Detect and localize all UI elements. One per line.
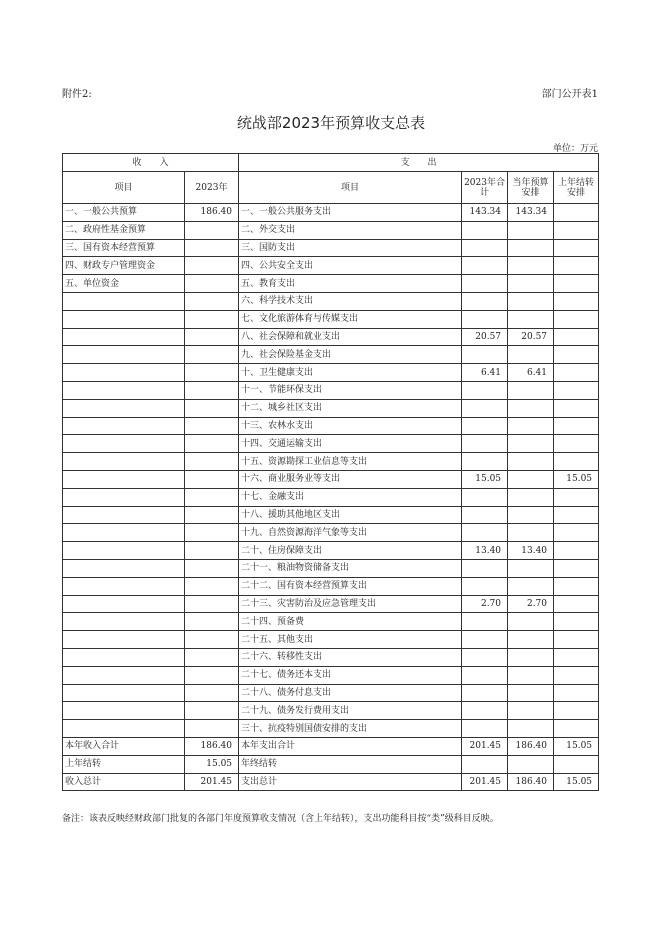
income-item-cell: 四、财政专户管理资金 (63, 257, 185, 275)
income-item-cell (63, 488, 185, 506)
expense-carry-cell (554, 239, 599, 257)
expense-current-cell: 20.57 (508, 328, 554, 346)
table-row (63, 470, 599, 488)
expense-carry-cell (554, 666, 599, 684)
income-item-cell (63, 328, 185, 346)
income-item-cell (63, 666, 185, 684)
income-2023-cell (185, 310, 239, 328)
income-2023-cell (185, 488, 239, 506)
expense-item-cell: 十四、交通运输支出 (239, 435, 462, 453)
expense-carry-cell: 15.05 (554, 737, 599, 755)
expense-carry-cell (554, 399, 599, 417)
table-row (63, 773, 599, 791)
income-2023-cell (185, 381, 239, 399)
expense-current-cell (508, 666, 554, 684)
expense-current-cell (508, 275, 554, 293)
page-title: 统战部2023年预算收支总表 (236, 114, 426, 132)
expense-carry-cell (554, 417, 599, 435)
income-item-cell: 本年收入合计 (63, 737, 185, 755)
income-2023-cell (185, 720, 239, 738)
expense-carry-cell (554, 257, 599, 275)
expense-item-cell: 本年支出合计 (239, 737, 462, 755)
income-2023-cell: 201.45 (185, 773, 239, 791)
expense-current-cell (508, 702, 554, 720)
income-2023-cell (185, 346, 239, 364)
income-item-cell (63, 524, 185, 542)
income-item-cell (63, 381, 185, 399)
table-row (63, 595, 599, 613)
expense-total-cell: 13.40 (462, 542, 508, 560)
table-row (63, 542, 599, 560)
expense-item-cell: 十八、援助其他地区支出 (239, 506, 462, 524)
income-2023-cell (185, 292, 239, 310)
expense-total-cell (462, 577, 508, 595)
table-row (63, 417, 599, 435)
expense-carry-cell (554, 204, 599, 222)
table-row (63, 720, 599, 738)
expense-current-cell (508, 720, 554, 738)
expense-item-cell: 十一、节能环保支出 (239, 381, 462, 399)
expense-item-cell: 支出总计 (239, 773, 462, 791)
income-item-cell (63, 417, 185, 435)
table-row (63, 453, 599, 471)
expense-current-cell: 186.40 (508, 773, 554, 791)
income-2023-cell (185, 648, 239, 666)
footnote: 备注：该表反映经财政部门批复的各部门年度预算收支情况（含上年结转），支出功能科目按“类”级科目反映。 (62, 814, 499, 824)
income-item-cell: 三、国有资本经营预算 (63, 239, 185, 257)
expense-item-cell: 四、公共安全支出 (239, 257, 462, 275)
table-row (63, 524, 599, 542)
expense-carry-cell (554, 435, 599, 453)
expense-current-cell (508, 292, 554, 310)
expense-current-cell (508, 613, 554, 631)
expense-current-cell: 2.70 (508, 595, 554, 613)
income-item-cell (63, 453, 185, 471)
expense-current-cell (508, 631, 554, 649)
income-item-cell (63, 310, 185, 328)
table-row (63, 239, 599, 257)
expense-current-cell (508, 559, 554, 577)
expense-item-cell: 十九、自然资源海洋气象等支出 (239, 524, 462, 542)
expense-current-cell (508, 648, 554, 666)
table-row (63, 364, 599, 382)
expense-carry-cell (554, 275, 599, 293)
expense-carry-cell (554, 488, 599, 506)
income-2023-cell (185, 239, 239, 257)
expense-item-cell: 年终结转 (239, 755, 462, 773)
expense-total-header: 2023年合计 (462, 172, 508, 204)
income-2023-cell (185, 613, 239, 631)
expense-current-cell (508, 417, 554, 435)
expense-total-cell (462, 381, 508, 399)
expense-carry-cell (554, 542, 599, 560)
expense-current-header: 当年预算安排 (508, 172, 554, 204)
income-item-cell (63, 364, 185, 382)
expense-item-cell: 一、一般公共服务支出 (239, 204, 462, 222)
income-section-header: 收 入 (63, 154, 239, 172)
expense-item-cell: 十三、农林水支出 (239, 417, 462, 435)
income-item-cell: 上年结转 (63, 755, 185, 773)
income-2023-cell (185, 702, 239, 720)
income-item-header: 项目 (63, 172, 185, 204)
expense-carry-cell (554, 720, 599, 738)
expense-item-cell: 二十六、转移性支出 (239, 648, 462, 666)
table-row (63, 559, 599, 577)
expense-total-cell (462, 648, 508, 666)
expense-item-header: 项目 (239, 172, 462, 204)
expense-total-cell (462, 666, 508, 684)
income-item-cell (63, 470, 185, 488)
expense-current-cell: 143.34 (508, 204, 554, 222)
expense-current-cell (508, 684, 554, 702)
table-row (63, 488, 599, 506)
expense-carry-cell: 15.05 (554, 773, 599, 791)
expense-total-cell (462, 559, 508, 577)
expense-total-cell (462, 488, 508, 506)
unit-label: 单位：万元 (552, 144, 598, 154)
expense-current-cell (508, 239, 554, 257)
expense-item-cell: 十五、资源勘探工业信息等支出 (239, 453, 462, 471)
expense-carry-cell (554, 221, 599, 239)
expense-item-cell: 二十三、灾害防治及应急管理支出 (239, 595, 462, 613)
attachment-label: 附件2: (62, 89, 92, 100)
income-2023-cell (185, 595, 239, 613)
expense-item-cell: 十、卫生健康支出 (239, 364, 462, 382)
expense-carry-cell (554, 346, 599, 364)
expense-current-cell (508, 470, 554, 488)
expense-total-cell (462, 417, 508, 435)
expense-carry-cell (554, 577, 599, 595)
expense-carry-cell (554, 453, 599, 471)
expense-carry-cell (554, 648, 599, 666)
income-2023-cell: 186.40 (185, 737, 239, 755)
table-row (63, 275, 599, 293)
table-row (63, 381, 599, 399)
income-item-cell (63, 684, 185, 702)
expense-total-cell (462, 275, 508, 293)
income-2023-cell (185, 221, 239, 239)
income-item-cell (63, 506, 185, 524)
expense-total-cell: 201.45 (462, 773, 508, 791)
table-row (63, 648, 599, 666)
expense-current-cell (508, 346, 554, 364)
income-item-cell (63, 720, 185, 738)
expense-total-cell (462, 239, 508, 257)
expense-carry-cell (554, 328, 599, 346)
income-2023-cell (185, 631, 239, 649)
expense-carry-cell (554, 613, 599, 631)
expense-current-cell (508, 755, 554, 773)
expense-item-cell: 十六、商业服务业等支出 (239, 470, 462, 488)
expense-total-cell (462, 720, 508, 738)
expense-item-cell: 八、社会保障和就业支出 (239, 328, 462, 346)
income-item-cell: 五、单位资金 (63, 275, 185, 293)
income-item-cell (63, 577, 185, 595)
income-item-cell (63, 559, 185, 577)
income-2023-cell (185, 524, 239, 542)
expense-current-cell (508, 506, 554, 524)
expense-item-cell: 二十二、国有资本经营预算支出 (239, 577, 462, 595)
income-item-cell: 一、一般公共预算 (63, 204, 185, 222)
expense-current-cell (508, 524, 554, 542)
table-row (63, 346, 599, 364)
table-code-label: 部门公开表1 (541, 89, 598, 100)
expense-carry-cell (554, 702, 599, 720)
expense-carry-cell (554, 381, 599, 399)
expense-item-cell: 二、外交支出 (239, 221, 462, 239)
income-item-cell (63, 613, 185, 631)
expense-item-cell: 二十七、债务还本支出 (239, 666, 462, 684)
expense-item-cell: 二十五、其他支出 (239, 631, 462, 649)
income-2023-cell: 15.05 (185, 755, 239, 773)
income-2023-cell (185, 542, 239, 560)
expense-carry-cell (554, 684, 599, 702)
expense-current-cell (508, 577, 554, 595)
income-2023-cell (185, 275, 239, 293)
table-row (63, 755, 599, 773)
expense-carry-header: 上年结转安排 (554, 172, 599, 204)
expense-total-cell: 143.34 (462, 204, 508, 222)
expense-item-cell: 十七、金融支出 (239, 488, 462, 506)
income-item-cell (63, 346, 185, 364)
table-row (63, 631, 599, 649)
expense-section-header: 支 出 (239, 154, 599, 172)
expense-carry-cell (554, 310, 599, 328)
expense-carry-cell (554, 595, 599, 613)
expense-carry-cell (554, 524, 599, 542)
expense-carry-cell (554, 755, 599, 773)
income-item-cell (63, 542, 185, 560)
table-row (63, 328, 599, 346)
table-row (63, 221, 599, 239)
expense-current-cell (508, 399, 554, 417)
income-2023-cell (185, 684, 239, 702)
table-row (63, 702, 599, 720)
expense-total-cell: 2.70 (462, 595, 508, 613)
income-2023-cell (185, 328, 239, 346)
expense-item-cell: 三十、抗疫特别国债安排的支出 (239, 720, 462, 738)
expense-carry-cell (554, 631, 599, 649)
table-row (63, 399, 599, 417)
budget-summary-table (62, 153, 599, 791)
expense-total-cell: 201.45 (462, 737, 508, 755)
expense-item-cell: 二十四、预备费 (239, 613, 462, 631)
expense-total-cell (462, 755, 508, 773)
table-row (63, 684, 599, 702)
income-item-cell (63, 631, 185, 649)
table-row (63, 613, 599, 631)
income-item-cell (63, 399, 185, 417)
expense-carry-cell (554, 559, 599, 577)
expense-current-cell (508, 221, 554, 239)
table-row (63, 257, 599, 275)
table-row (63, 204, 599, 222)
income-2023-cell (185, 470, 239, 488)
expense-total-cell: 6.41 (462, 364, 508, 382)
expense-total-cell (462, 221, 508, 239)
income-item-cell (63, 292, 185, 310)
income-item-cell (63, 702, 185, 720)
expense-total-cell (462, 684, 508, 702)
expense-current-cell (508, 488, 554, 506)
expense-current-cell (508, 257, 554, 275)
expense-current-cell: 186.40 (508, 737, 554, 755)
income-2023-cell (185, 506, 239, 524)
expense-carry-cell (554, 506, 599, 524)
expense-total-cell (462, 631, 508, 649)
income-item-cell: 二、政府性基金预算 (63, 221, 185, 239)
expense-total-cell (462, 524, 508, 542)
table-row (63, 310, 599, 328)
expense-total-cell (462, 257, 508, 275)
expense-item-cell: 二十八、债务付息支出 (239, 684, 462, 702)
expense-item-cell: 二十一、粮油物资储备支出 (239, 559, 462, 577)
expense-item-cell: 二十九、债务发行费用支出 (239, 702, 462, 720)
table-row (63, 737, 599, 755)
income-2023-cell (185, 559, 239, 577)
expense-item-cell: 五、教育支出 (239, 275, 462, 293)
income-item-cell: 收入总计 (63, 773, 185, 791)
expense-item-cell: 十二、城乡社区支出 (239, 399, 462, 417)
expense-current-cell (508, 435, 554, 453)
income-2023-cell (185, 666, 239, 684)
income-2023-cell (185, 577, 239, 595)
expense-item-cell: 三、国防支出 (239, 239, 462, 257)
income-2023-cell (185, 364, 239, 382)
expense-total-cell (462, 506, 508, 524)
expense-item-cell: 二十、住房保障支出 (239, 542, 462, 560)
expense-current-cell: 13.40 (508, 542, 554, 560)
income-2023-cell (185, 399, 239, 417)
table-row (63, 435, 599, 453)
expense-item-cell: 九、社会保险基金支出 (239, 346, 462, 364)
expense-total-cell: 15.05 (462, 470, 508, 488)
income-item-cell (63, 595, 185, 613)
income-2023-cell (185, 453, 239, 471)
table-row (63, 666, 599, 684)
table-row (63, 577, 599, 595)
expense-total-cell (462, 399, 508, 417)
income-2023-cell (185, 257, 239, 275)
income-2023-cell: 186.40 (185, 204, 239, 222)
income-item-cell (63, 648, 185, 666)
table-row (63, 292, 599, 310)
table-row (63, 506, 599, 524)
expense-total-cell (462, 346, 508, 364)
expense-carry-cell (554, 292, 599, 310)
expense-carry-cell (554, 364, 599, 382)
expense-total-cell (462, 435, 508, 453)
expense-total-cell (462, 613, 508, 631)
expense-total-cell (462, 453, 508, 471)
income-2023-cell (185, 435, 239, 453)
expense-item-cell: 六、科学技术支出 (239, 292, 462, 310)
expense-total-cell: 20.57 (462, 328, 508, 346)
expense-total-cell (462, 310, 508, 328)
expense-total-cell (462, 292, 508, 310)
expense-current-cell (508, 453, 554, 471)
income-2023-header: 2023年 (185, 172, 239, 204)
income-item-cell (63, 435, 185, 453)
expense-carry-cell: 15.05 (554, 470, 599, 488)
expense-current-cell (508, 381, 554, 399)
expense-item-cell: 七、文化旅游体育与传媒支出 (239, 310, 462, 328)
expense-current-cell (508, 310, 554, 328)
expense-total-cell (462, 702, 508, 720)
expense-current-cell: 6.41 (508, 364, 554, 382)
income-2023-cell (185, 417, 239, 435)
